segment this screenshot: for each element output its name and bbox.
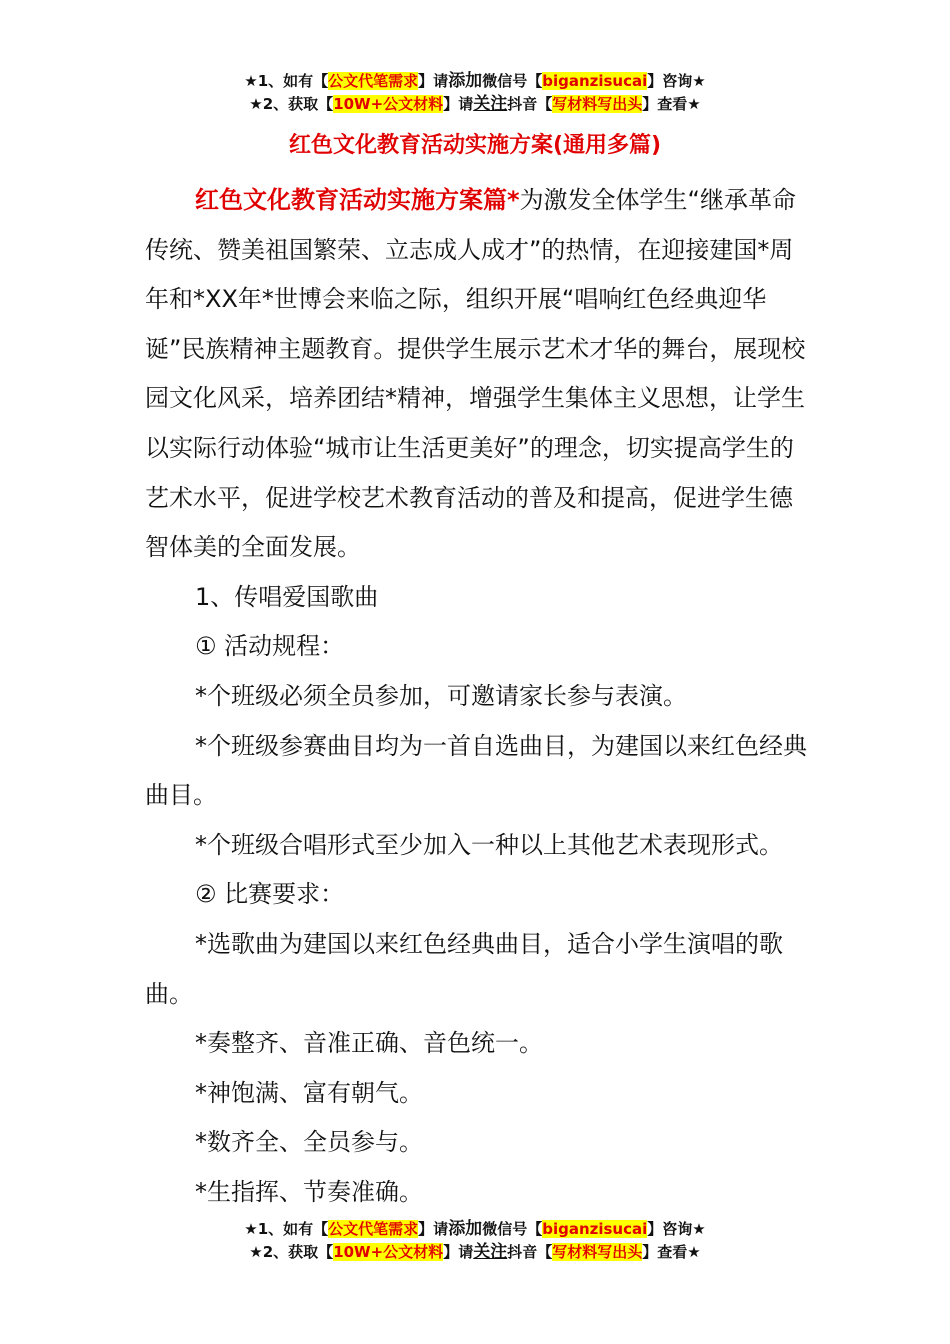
- section-lead: 红色文化教育活动实施方案篇*: [195, 186, 520, 214]
- highlight-materials: 10W+公文材料: [333, 95, 444, 113]
- paragraph: *奏整齐、音准正确、音色统一。: [195, 1029, 543, 1058]
- intro-paragraph: 红色文化教育活动实施方案篇*为激发全体学生“继承革命传统、赞美祖国繁荣、立志成人成才”的热情，在迎接建国*周年和*XX年*世博会来临之际，组织开展“唱响红色经典迎华诞”民族精神主题教育。提供学生展示艺术才华的舞台，展现校园文化风采，培养团结*精神，增强学生集体主义思想，让学生以实际行动体验“城市让生活更美好”的理念，切实提高学生的艺术水平，促进学校艺术教育活动的普及和提高，促进学生德智体美的全面发展。: [145, 186, 806, 562]
- wechat-id: biganzisucai: [542, 72, 648, 90]
- paragraph: 1、传唱爱国歌曲: [195, 582, 379, 611]
- document-title: 红色文化教育活动实施方案(通用多篇): [288, 133, 662, 158]
- banner-line-2: ★2、获取【10W+公文材料】请关注抖音【写材料写出头】查看★: [249, 1242, 701, 1262]
- document-body: [145, 176, 813, 1217]
- paragraph: *数齐全、全员参与。: [195, 1128, 423, 1157]
- emphasis-follow: 关注: [473, 1242, 508, 1262]
- paragraph: ② 比赛要求：: [195, 880, 345, 909]
- paragraph: *个班级必须全员参加，可邀请家长参与表演。: [195, 681, 687, 710]
- highlight-service: 公文代笔需求: [328, 72, 419, 90]
- footer-banner: [0, 1218, 950, 1264]
- paragraph: *个班级合唱形式至少加入一种以上其他艺术表现形式。: [195, 830, 783, 859]
- paragraph: *神饱满、富有朝气。: [195, 1078, 423, 1107]
- douyin-id: 写材料写出头: [552, 1243, 643, 1261]
- header-banner: [0, 70, 950, 116]
- highlight-service: 公文代笔需求: [328, 1220, 419, 1238]
- paragraph: *个班级参赛曲目均为一首自选曲目，为建国以来红色经典曲目。: [145, 731, 807, 810]
- banner-line-2: ★2、获取【10W+公文材料】请关注抖音【写材料写出头】查看★: [249, 94, 701, 114]
- emphasis-add: 添加: [448, 71, 483, 91]
- wechat-id: biganzisucai: [542, 1220, 648, 1238]
- douyin-id: 写材料写出头: [552, 95, 643, 113]
- banner-line-1: ★1、如有【公文代笔需求】请添加微信号【biganzisucai】咨询★: [244, 1219, 706, 1239]
- emphasis-add: 添加: [448, 1219, 483, 1239]
- paragraph: ① 活动规程：: [195, 632, 345, 661]
- banner-line-1: ★1、如有【公文代笔需求】请添加微信号【biganzisucai】咨询★: [244, 71, 706, 91]
- paragraph: *选歌曲为建国以来红色经典曲目，适合小学生演唱的歌曲。: [145, 929, 783, 1008]
- emphasis-follow: 关注: [473, 94, 508, 114]
- paragraph: *生指挥、节奏准确。: [195, 1177, 423, 1206]
- highlight-materials: 10W+公文材料: [333, 1243, 444, 1261]
